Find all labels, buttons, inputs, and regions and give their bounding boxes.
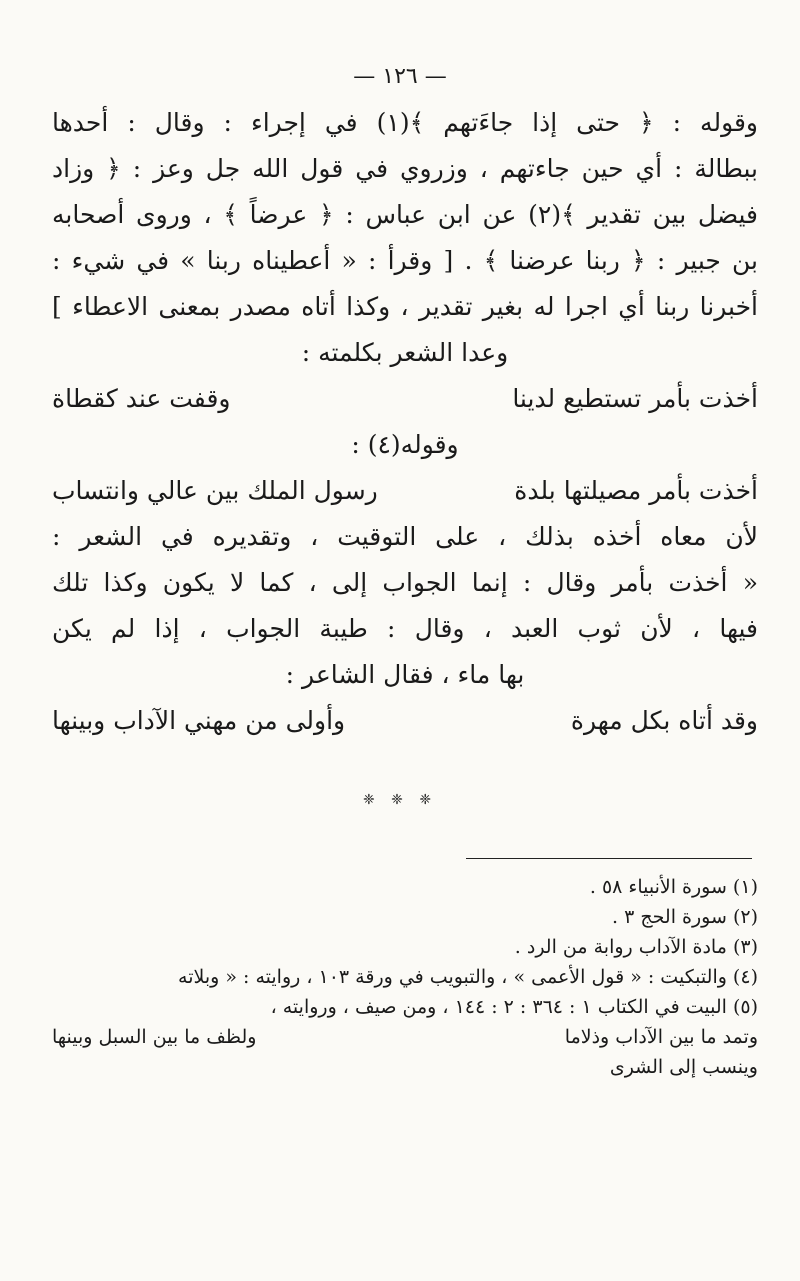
verse-hemistich-right: أخذت بأمر مصيلتها بلدة: [514, 476, 758, 505]
footnote: (٥) البيت في الكتاب ١ : ٣٦٤ : ٢ : ١٤٤ ، ومن صيف ، وروايته ،: [270, 996, 758, 1018]
verse-hemistich-left: وأولى من مهني الآداب وبينها: [52, 706, 346, 735]
section-separator: ❈ ❈ ❈: [362, 792, 438, 808]
poem-verse-1: [52, 376, 758, 422]
footnote-tail: وينسب إلى الشرى: [609, 1056, 758, 1078]
text-line: بن جبير : ﴿ ربنا عرضنا ﴾ . [ وقرأ : « أعطيناه ربنا » في شيء :: [52, 246, 758, 275]
verse-hemistich-left: ولظف ما بين السبل وبينها: [52, 1026, 257, 1048]
footnotes: [52, 872, 758, 1082]
footnote: (٤) والتبكيت : « قول الأعمى » ، والتبويب في ورقة ١٠٣ ، روايته : « وبلاته: [178, 966, 758, 988]
footnote-rule: [466, 858, 752, 859]
text-line: أخبرنا ربنا أي اجرا له بغير تقدير ، وكذا أتاه مصدر بمعنى الاعطاء ]: [52, 292, 758, 321]
verse-hemistich-right: وقد أتاه بكل مهرة: [570, 706, 758, 735]
main-text: [52, 100, 758, 744]
text-line: فيها ، لأن ثوب العبد ، وقال : طيبة الجواب ، إذا لم يكن: [52, 614, 758, 643]
page-number: — ١٢٦ —: [353, 64, 447, 89]
text-line: ببطالة : أي حين جاءتهم ، وزروي في قول الله جل وعز : ﴿ وزاد: [52, 154, 758, 183]
verse-hemistich-right: وتمد ما بين الآداب وذلاما: [564, 1026, 758, 1048]
footnote: (٣) مادة الآداب روابة من الرد .: [514, 936, 758, 958]
text-line: لأن معاه أخذه بذلك ، على التوقيت ، وتقديره في الشعر :: [52, 522, 758, 551]
text-line: فيضل بين تقدير ﴾(٢) عن ابن عباس : ﴿ عرضاً ﴾ ، وروى أصحابه: [52, 200, 758, 229]
footnote: (١) سورة الأنبياء ٥٨ .: [589, 876, 758, 898]
footnote-verse: [52, 1022, 758, 1052]
text-line: بها ماء ، فقال الشاعر :: [285, 660, 525, 689]
verse-hemistich-right: أخذت بأمر تستطيع لدينا: [512, 384, 758, 413]
text-line: « أخذت بأمر وقال : إنما الجواب إلى ، كما لا يكون وكذا تلك: [52, 568, 758, 597]
verse-hemistich-left: وقفت عند كقطاة: [52, 384, 231, 413]
poem-verse-3: [52, 698, 758, 744]
text-line: وقوله : ﴿ حتى إذا جاءَتهم ﴾(١) في إجراء : وقال : أحدها: [52, 108, 758, 137]
text-line: وقوله(٤) :: [351, 430, 459, 459]
footnote: (٢) سورة الحج ٣ .: [612, 906, 758, 928]
text-line: وعدا الشعر بكلمته :: [301, 338, 509, 367]
poem-verse-2: [52, 468, 758, 514]
verse-hemistich-left: رسول الملك بين عالي وانتساب: [52, 476, 378, 505]
